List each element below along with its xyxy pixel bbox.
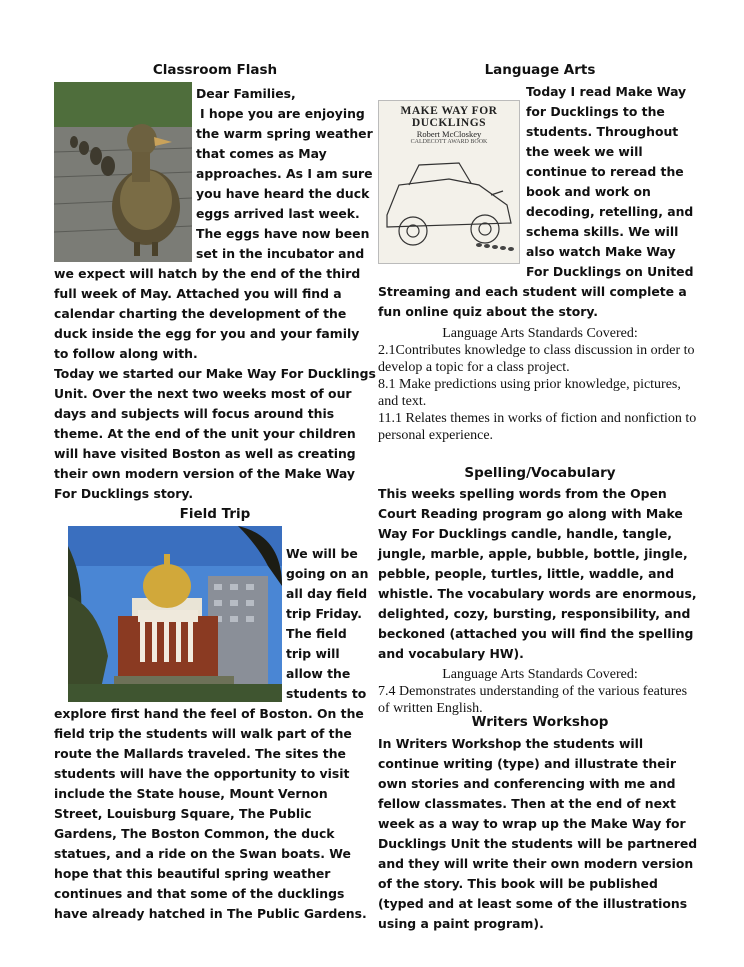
writers-workshop-title: Writers Workshop bbox=[471, 714, 609, 730]
spelling-wrap bbox=[378, 484, 700, 664]
letter-body bbox=[196, 84, 376, 104]
field-trip-wrap bbox=[54, 544, 376, 924]
la-standards-title: Language Arts Standards Covered: bbox=[442, 326, 638, 341]
book-award: CALDECOTT AWARD BOOK bbox=[410, 139, 488, 145]
book-author: Robert McCloskey bbox=[416, 129, 482, 139]
book-title-line1: MAKE WAY FOR bbox=[400, 105, 498, 117]
language-arts-title: Language Arts bbox=[484, 62, 596, 78]
intro-paragraph: I hope you are enjoying the warm spring weather that comes as May approaches. As I am sure you have heard the duck eggs arrived last week. The eggs have now been set in the incubator and we expect will hatch by the end of the third full week of May. Attached you will find a calendar charting the development of the duck inside the egg for you and your family to follow along with. bbox=[54, 106, 373, 361]
la-standards bbox=[378, 325, 702, 444]
spelling-standards bbox=[378, 666, 702, 717]
greeting: Dear Families, bbox=[196, 86, 296, 101]
spelling-title: Spelling/Vocabulary bbox=[464, 465, 616, 481]
la-standard-3: 11.1 Relates themes in works of fiction and nonfiction to personal experience. bbox=[378, 411, 697, 443]
spelling-standard-1: 7.4 Demonstrates understanding of the various features of written English. bbox=[378, 684, 688, 716]
la-standard-1: 2.1Contributes knowledge to class discussion in order to develop a topic for a class project. bbox=[378, 343, 695, 375]
la-paragraph: Today I read Make Way for Ducklings to the students. Throughout the week we will continue to reread the book and work on decoding, retelling, and schema skills. We will also watch Make Way For Ducklings on United Streaming and each student will complete a fun online quiz about the story. bbox=[378, 84, 694, 319]
writers-paragraph: In Writers Workshop the students will continue writing (type) and illustrate their own stories and conferencing with me and fellow classmates. Then at the end of next week as a way to wrap up the Make Way for Ducklings Unit the students will be partnered and they will write their own modern version of the story. This book will be published (typed and at least some of the illustrations using a paint program). bbox=[378, 736, 698, 931]
writers-wrap bbox=[378, 734, 700, 934]
spelling-paragraph: This weeks spelling words from the Open Court Reading program go along with Make Way For Ducklings candle, handle, tangle, jungle, marble, apple, bubble, bottle, jingle, pebble, people, turtles, little, waddle, and whistle. The vocabulary words are enormous, delighted, cozy, bursting, responsibility, and beckoned (attached you will find the spelling and vocabulary HW). bbox=[378, 486, 697, 661]
field-trip-paragraph: We will be going on an all day field trip Friday. The field trip will allow the students to explore first hand the feel of Boston. On the field trip the students will walk part of the route the Mallards traveled. The sites the students will have the opportunity to visit include the State house, Mount Vernon Street, Louisburg Square, The Public Gardens, The Boston Common, the duck statues, and a ride on the Swan boats. We hope that this beautiful spring weather continues and that some of the ducklings have already hatched in The Public Gardens. bbox=[54, 546, 369, 921]
unit-paragraph: Today we started our Make Way For Ducklings Unit. Over the next two weeks most of our days and subjects will focus around this theme. At the end of the unit your children will have visited Boston as well as creating their own modern version of the Make Way For Ducklings story. bbox=[54, 366, 376, 501]
spelling-standards-title: Language Arts Standards Covered: bbox=[442, 667, 638, 682]
la-standard-2: 8.1 Make predictions using prior knowledge, pictures, and text. bbox=[378, 377, 681, 409]
la-wrap bbox=[378, 82, 700, 322]
field-trip-title: Field Trip bbox=[179, 506, 251, 522]
book-title-line2: DUCKLINGS bbox=[411, 117, 487, 129]
classroom-flash-title: Classroom Flash bbox=[152, 62, 278, 78]
intro-wrap bbox=[54, 104, 376, 504]
